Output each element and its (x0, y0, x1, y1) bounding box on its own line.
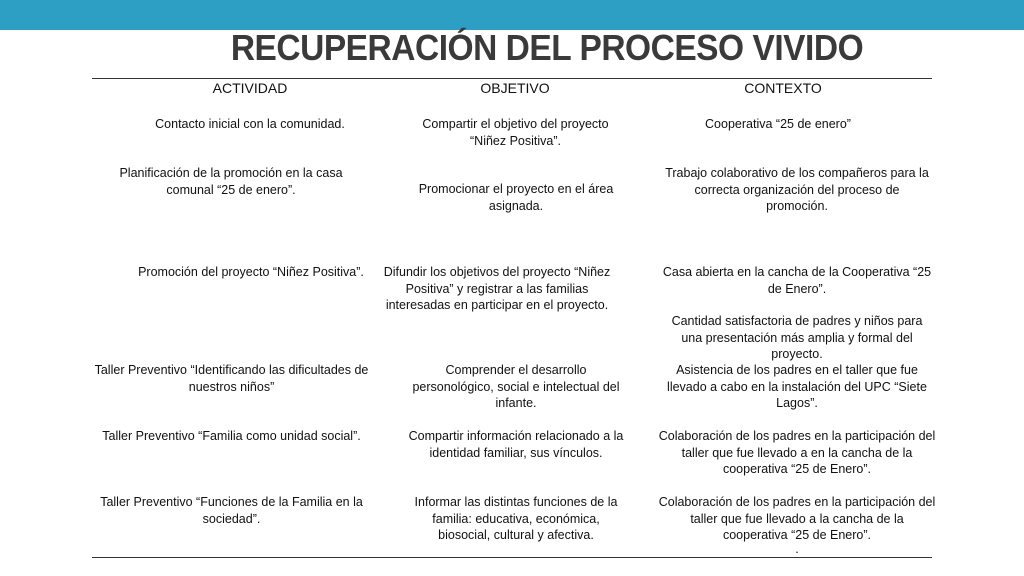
header-bar (0, 0, 1024, 30)
row-4-contexto: Asistencia de los padres en el taller que fue llevado a cabo en la instalación del UPC “Siete Lagos”. (667, 363, 927, 410)
row-5-actividad: Taller Preventivo “Familia como unidad social”. (102, 429, 361, 443)
column-header-actividad: ACTIVIDAD (212, 80, 288, 96)
row-1-actividad: Contacto inicial con la comunidad. (155, 117, 345, 131)
row-1-contexto: Cooperativa “25 de enero” (705, 117, 851, 131)
row-4-objetivo: Comprender el desarrollo personológico, social e intelectual del infante. (412, 363, 620, 410)
row-1-objetivo: Compartir el objetivo del proyecto “Niñez Positiva”. (422, 117, 609, 148)
row-3-contexto: Casa abierta en la cancha de la Cooperativa “25 de Enero”. (662, 265, 932, 296)
row-6-contexto: Colaboración de los padres en la participación del taller que fue llevado a la cancha de la cooperativa “25 de Enero”. (658, 495, 936, 542)
row-2-contexto: Trabajo colaborativo de los compañeros para la correcta organización del proceso de promoción. (665, 166, 929, 213)
column-header-contexto: CONTEXTO (744, 80, 822, 96)
row-6-actividad: Taller Preventivo “Funciones de la Familia en la sociedad”. (100, 495, 363, 526)
row-5-objetivo: Compartir información relacionado a la identidad familiar, sus vínculos. (408, 429, 624, 460)
row-3-actividad: Promoción del proyecto “Niñez Positiva”. (138, 265, 364, 279)
row-2-actividad: Planificación de la promoción en la casa comunal “25 de enero”. (119, 166, 343, 197)
row-6-contexto-tail: . (795, 542, 799, 556)
row-5-contexto: Colaboración de los padres en la participación del taller que fue llevado a en la cancha de la cooperativa “25 de Enero”. (658, 429, 936, 476)
column-header-objetivo: OBJETIVO (480, 80, 550, 96)
row-4-actividad: Taller Preventivo “Identificando las dificultades de nuestros niños” (94, 363, 369, 394)
row-2-objetivo: Promocionar el proyecto en el área asignada. (418, 182, 614, 213)
row-3-objetivo: Difundir los objetivos del proyecto “Niñez Positiva” y registrar a las familias interesadas en participar en el proyecto. (383, 265, 611, 312)
row-3-contexto-extra: Cantidad satisfactoria de padres y niños para una presentación más amplia y formal del proyecto. (671, 314, 923, 361)
table-top-rule (92, 78, 932, 79)
row-6-objetivo: Informar las distintas funciones de la familia: educativa, económica, biosocial, cultural y afectiva. (414, 495, 618, 542)
slide-title: RECUPERACIÓN DEL PROCESO VIVIDO (230, 27, 864, 68)
table-bottom-rule (92, 557, 932, 558)
